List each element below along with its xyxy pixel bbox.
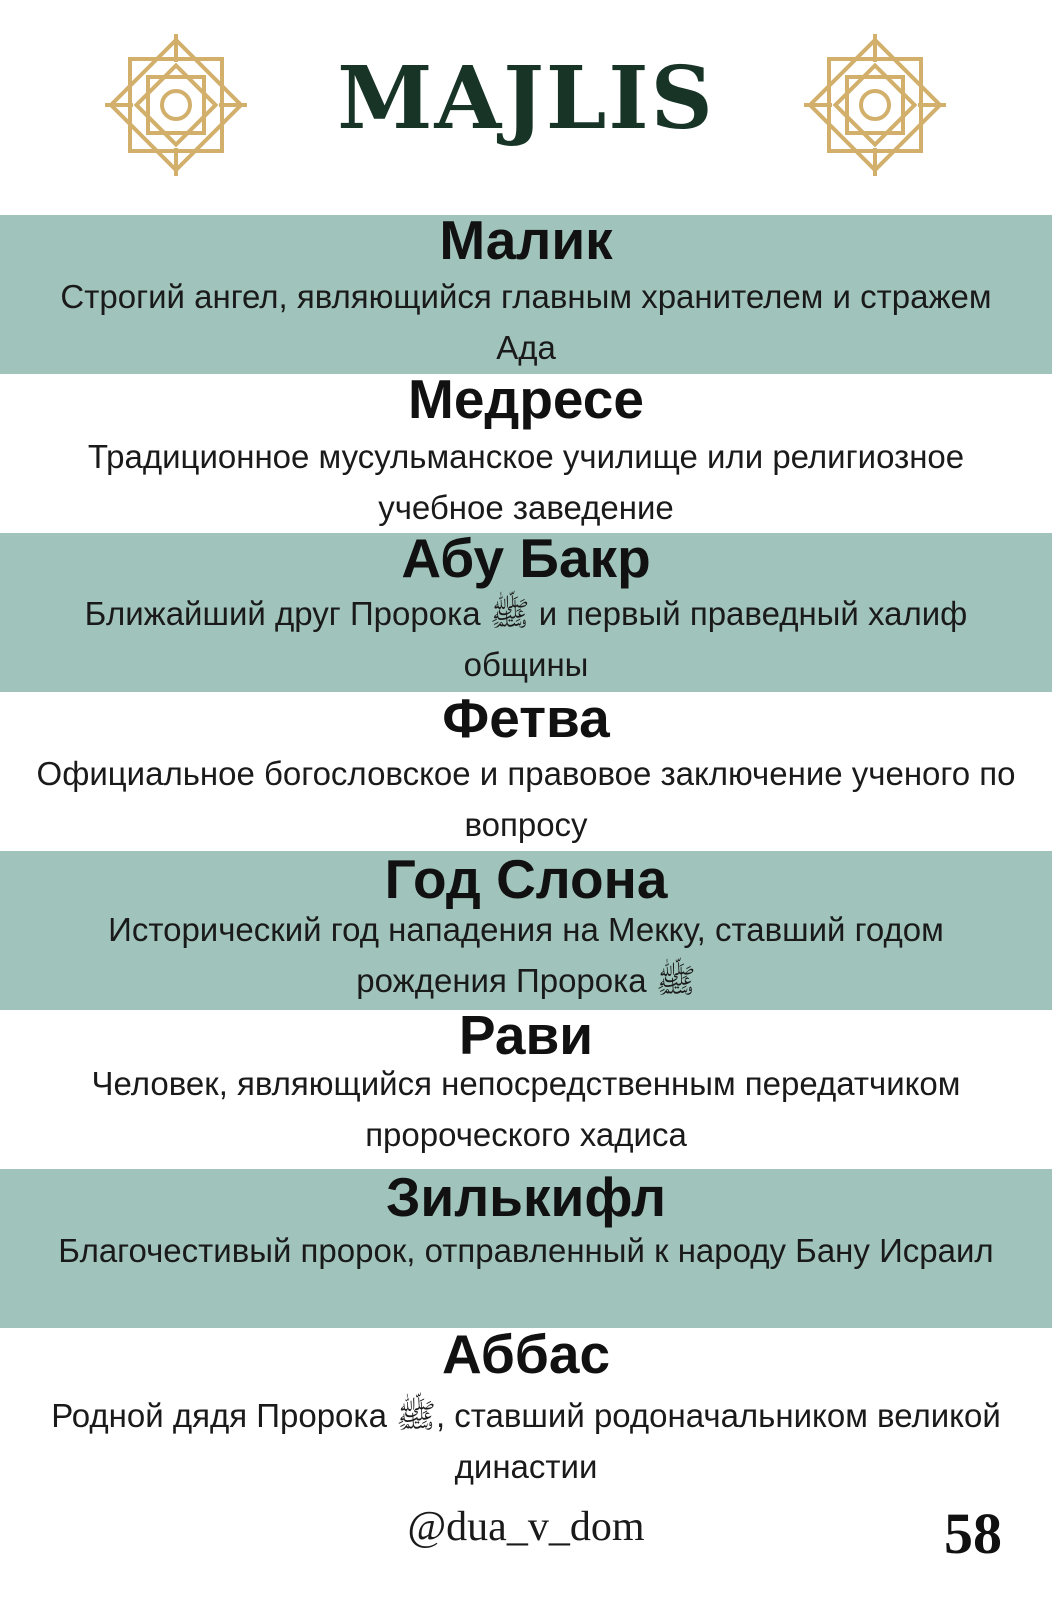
entry-term: Год Слона: [384, 848, 668, 910]
entry-term: Рави: [458, 1004, 594, 1066]
page-number: 58: [944, 1501, 1002, 1566]
entry-description: Ближайший друг Пророка ﷺ и первый праведный халиф общины: [84, 595, 968, 683]
entry-description: Традиционное мусульманское училище или религиозное учебное заведение: [87, 438, 965, 526]
entry-description: Официальное богословское и правовое заключение ученого по вопросу: [36, 755, 1016, 843]
entry-term: Фетва: [442, 687, 610, 749]
entry-description: Человек, являющийся непосредственным передатчиком пророческого хадиса: [91, 1065, 961, 1153]
entry-description: Благочестивый пророк, отправленный к народу Бану Исраил: [58, 1232, 994, 1269]
entry-term: Аббас: [441, 1323, 611, 1385]
entry-term: Абу Бакр: [401, 527, 651, 589]
logo-title: MAJLIS: [337, 48, 715, 149]
entry-term: Медресе: [408, 368, 644, 430]
author-handle: @dua_v_dom: [407, 1504, 645, 1550]
header: [0, 0, 1052, 215]
eight-point-star-ornament-icon: [802, 32, 948, 178]
entry-description: Строгий ангел, являющийся главным хранителем и стражем Ада: [60, 278, 992, 366]
entry-description: Исторический год нападения на Мекку, ставший годом рождения Пророка ﷺ: [108, 911, 944, 999]
entry-term: Малик: [439, 209, 613, 271]
entry-term: Зилькифл: [385, 1166, 667, 1228]
entry-description: Родной дядя Пророка ﷺ, ставший родоначальником великой династии: [51, 1397, 1001, 1485]
